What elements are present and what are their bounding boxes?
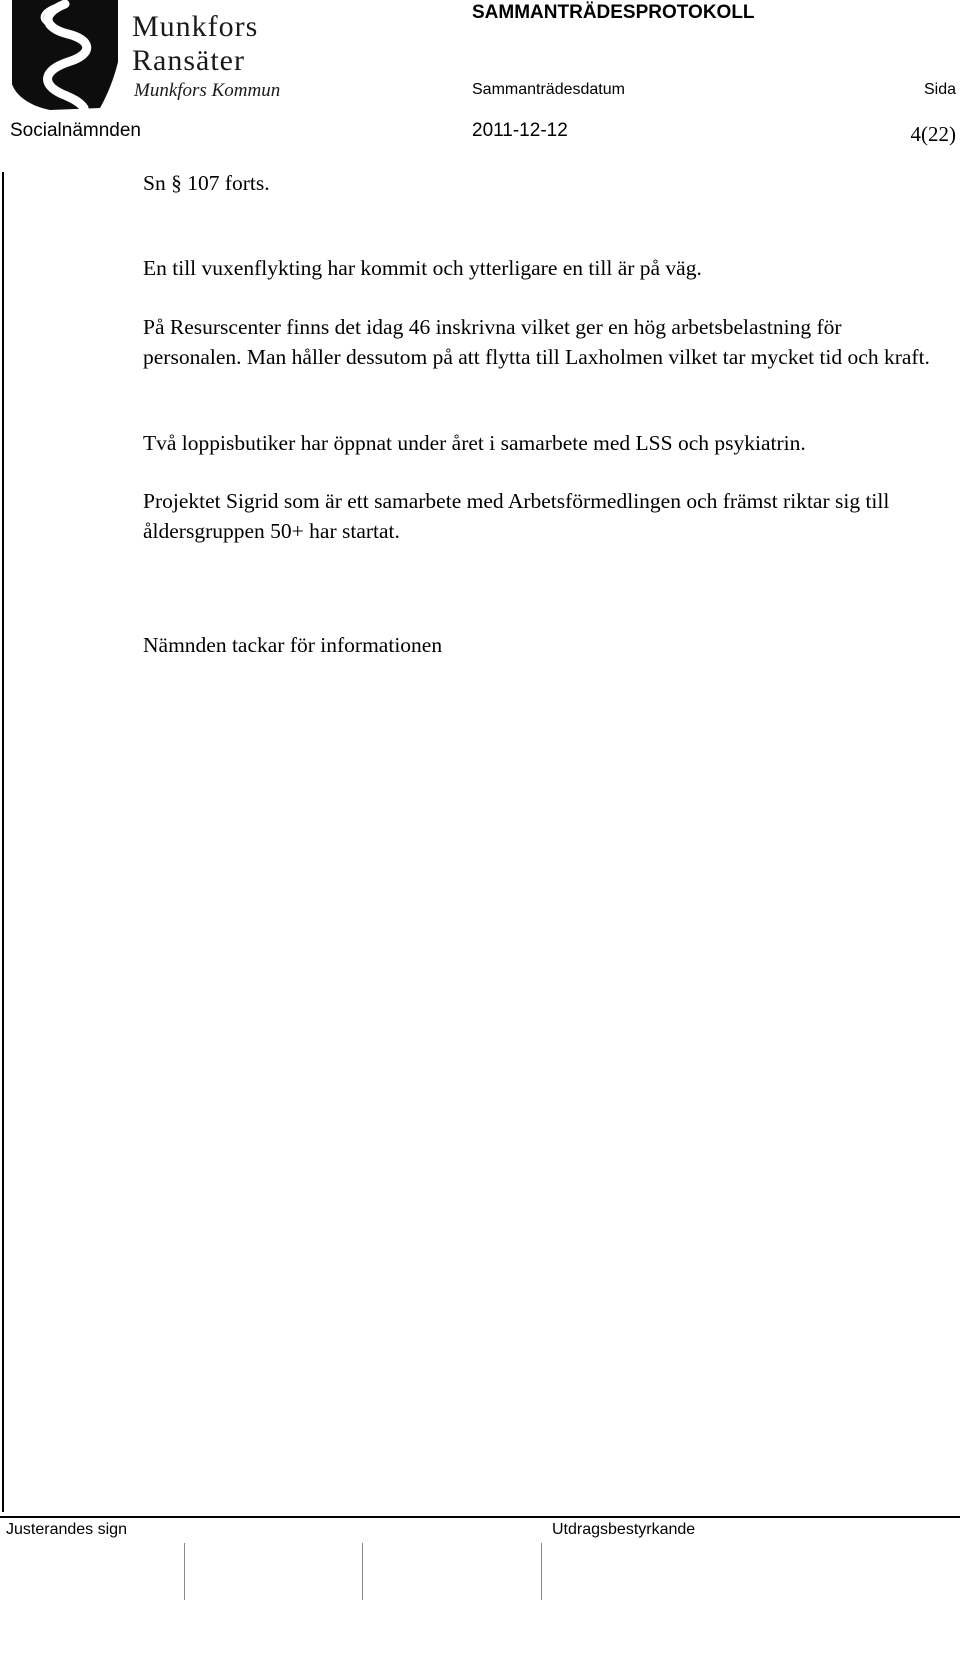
logo-line-2: Ransäter <box>132 44 245 77</box>
document-type: SAMMANTRÄDESPROTOKOLL <box>472 2 755 23</box>
meeting-date: 2011-12-12 <box>472 120 568 141</box>
section-reference: Sn § 107 forts. <box>143 171 270 195</box>
municipality-logo <box>10 0 300 110</box>
signature-divider <box>541 1543 542 1600</box>
logo-line-1: Munkfors <box>132 10 259 43</box>
footer-rule <box>0 1516 960 1518</box>
page-number: 4(22) <box>910 122 956 146</box>
utdragsbestyrkande-label: Utdragsbestyrkande <box>552 1521 696 1538</box>
paragraph: På Resurscenter finns det idag 46 inskrivna vilket ger en hög arbetsbelastning för personalen. Man håller dessutom på att flytta till Laxholmen vilket tar mycket tid och kraft. <box>143 315 930 369</box>
left-margin-rule <box>2 172 4 1512</box>
signature-divider <box>362 1543 363 1600</box>
meeting-date-label: Sammanträdesdatum <box>472 81 625 98</box>
decision-paragraph: Nämnden tackar för informationen <box>143 633 443 657</box>
paragraph: Två loppisbutiker har öppnat under året i samarbete med LSS och psykiatrin. <box>143 431 806 455</box>
committee-name: Socialnämnden <box>10 120 141 141</box>
page-label: Sida <box>923 81 956 98</box>
river-emblem-icon <box>10 0 300 110</box>
logo-line-3: Munkfors Kommun <box>134 80 281 101</box>
paragraph: En till vuxenflykting har kommit och ytterligare en till är på väg. <box>143 256 702 280</box>
justerandes-sign-label: Justerandes sign <box>6 1521 127 1538</box>
paragraph: Projektet Sigrid som är ett samarbete med Arbetsförmedlingen och främst riktar sig till åldersgruppen 50+ har startat. <box>143 489 890 543</box>
signature-divider <box>184 1543 185 1600</box>
